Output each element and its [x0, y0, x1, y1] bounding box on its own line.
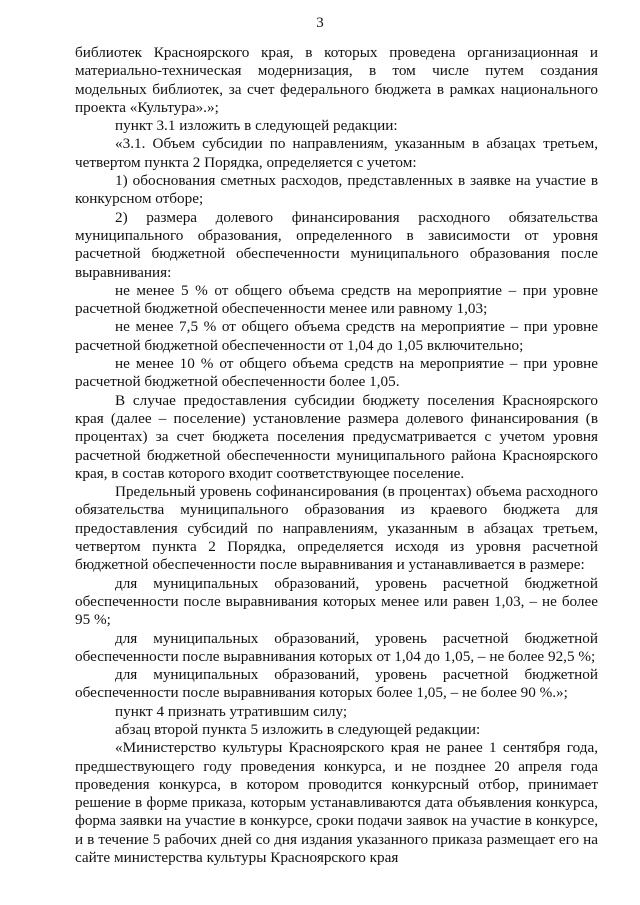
paragraph-limit-92-5-percent: для муниципальных образований, уровень расчетной бюджетной обеспеченности после выравнивания которых от 1,04 до 1,05, – не более 92,5 %; [75, 629, 598, 665]
paragraph-3-1-subsidy-volume: «3.1. Объем субсидии по направлениям, указанным в абзацах третьем, четвертом пункта 2 Порядка, определяется с учетом: [75, 135, 598, 171]
paragraph-settlement-budget: В случае предоставления субсидии бюджету поселения Красноярского края (далее – поселение) установление размера долевого финансирования (в процентах) за счет бюджета поселения предусматривается с учетом уровня расчетной бюджетной обеспеченности муниципального района Красноярского края, в состав которого входит соответствующее поселение. [75, 391, 598, 482]
paragraph-item-2-cofinancing-share: 2) размера долевого финансирования расходного обязательства муниципального образования, определенного в зависимости от уровня расчетной бюджетной обеспеченности муниципального образования после выравнивания: [75, 208, 598, 281]
document-body [75, 44, 598, 867]
paragraph-continuation: библиотек Красноярского края, в которых проведена организационная и материально-техническая модернизация, в том числе путем создания модельных библиотек, за счет федерального бюджета в рамках национального проекта «Культура».»; [75, 44, 598, 116]
paragraph-ministry-contest-order: «Министерство культуры Красноярского края не ранее 1 сентября года, предшествующего году проведения конкурса, и не позднее 20 апреля года проведения конкурса, в котором проводится конкурсный отбор, принимает решение в форме приказа, которым устанавливаются дата объявления конкурса, форма заявки на участие в конкурсе, сроки подачи заявок на участие в конкурсе, и в течение 5 рабочих дней со дня издания указанного приказа размещает его на сайте министерства культуры Красноярского края [75, 739, 598, 867]
paragraph-item-1-cost-justification: 1) обоснования сметных расходов, представленных в заявке на участие в конкурсном отборе; [75, 172, 598, 208]
paragraph-limit-90-percent: для муниципальных образований, уровень расчетной бюджетной обеспеченности после выравнивания которых более 1,05, – не более 90 %.»; [75, 666, 598, 702]
paragraph-limit-95-percent: для муниципальных образований, уровень расчетной бюджетной обеспеченности после выравнивания которых менее или равен 1,03, – не более 95 %; [75, 574, 598, 629]
paragraph-amendment-3-1-intro: пункт 3.1 изложить в следующей редакции: [115, 117, 398, 135]
page-number: 3 [316, 15, 324, 31]
paragraph-point-5-amendment: абзац второй пункта 5 изложить в следующей редакции: [115, 720, 481, 738]
paragraph-cofinancing-limit: Предельный уровень софинансирования (в процентах) объема расходного обязательства муниципального образования из краевого бюджета для предоставления субсидий по направлениям, указанным в абзацах третьем, четвертом пункта 2 Порядка, определяется исходя из уровня расчетной бюджетной обеспеченности после выравнивания и устанавливается в размере: [75, 483, 598, 574]
paragraph-share-7-5-percent: не менее 7,5 % от общего объема средств на мероприятие – при уровне расчетной бюджетной обеспеченности от 1,04 до 1,05 включительно; [75, 318, 598, 354]
paragraph-point-4-repealed: пункт 4 признать утратившим силу; [115, 702, 348, 720]
paragraph-share-10-percent: не менее 10 % от общего объема средств на мероприятие – при уровне расчетной бюджетной обеспеченности более 1,05. [75, 355, 598, 391]
paragraph-share-5-percent: не менее 5 % от общего объема средств на мероприятие – при уровне расчетной бюджетной обеспеченности менее или равному 1,03; [75, 281, 598, 318]
